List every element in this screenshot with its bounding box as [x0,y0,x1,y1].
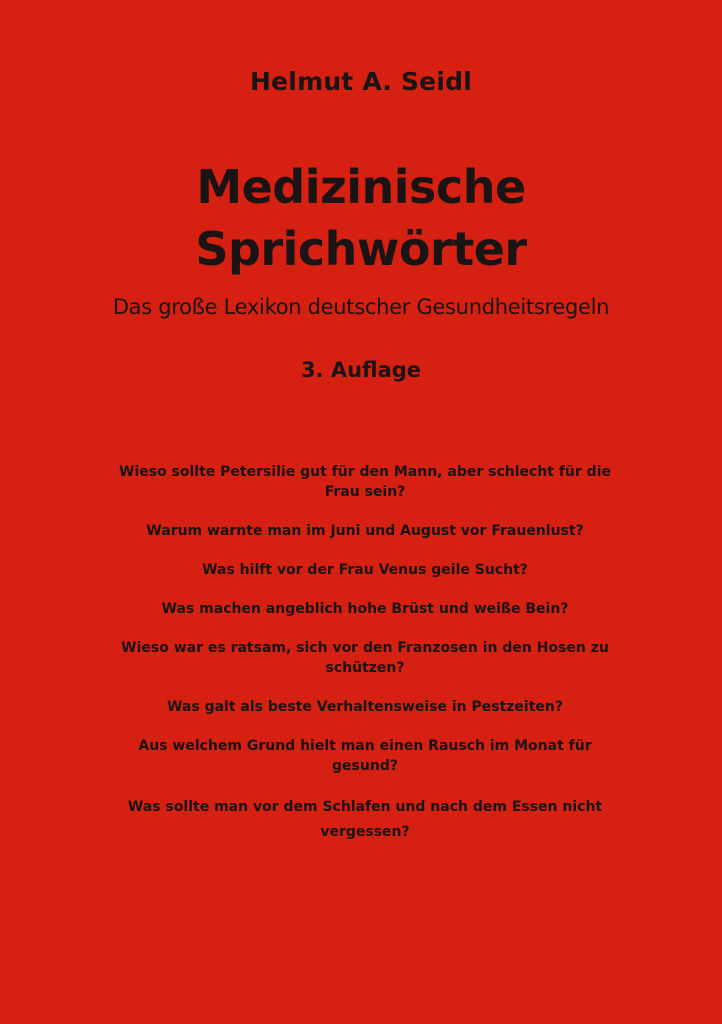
author-name: Helmut A. Seidl [250,67,472,96]
teaser-question: Was galt als beste Verhaltensweise in Pestzeiten? [166,699,564,715]
title-line-2: Sprichwörter [195,222,527,276]
teaser-question: Was machen angeblich hohe Brüst und weiße Bein? [161,601,569,617]
title-line-1: Medizinische [196,160,526,214]
edition-label: 3. Auflage [300,358,422,382]
teaser-question: Was sollte man vor dem Schlafen und nach dem Essen nicht vergessen? [127,799,603,840]
teaser-questions-list [110,462,620,864]
teaser-question: Aus welchem Grund hielt man einen Rausch im Monat für gesund? [138,738,592,774]
teaser-question: Was hilft vor der Frau Venus geile Sucht? [202,562,528,578]
book-title [0,156,722,280]
teaser-question: Warum warnte man im Juni und August vor Frauenlust? [146,523,584,539]
teaser-question: Wieso sollte Petersilie gut für den Mann, aber schlecht für die Frau sein? [119,464,611,500]
book-subtitle: Das große Lexikon deutscher Gesundheitsregeln [112,295,610,319]
teaser-question: Wieso war es ratsam, sich vor den Franzosen in den Hosen zu schützen? [121,640,609,676]
